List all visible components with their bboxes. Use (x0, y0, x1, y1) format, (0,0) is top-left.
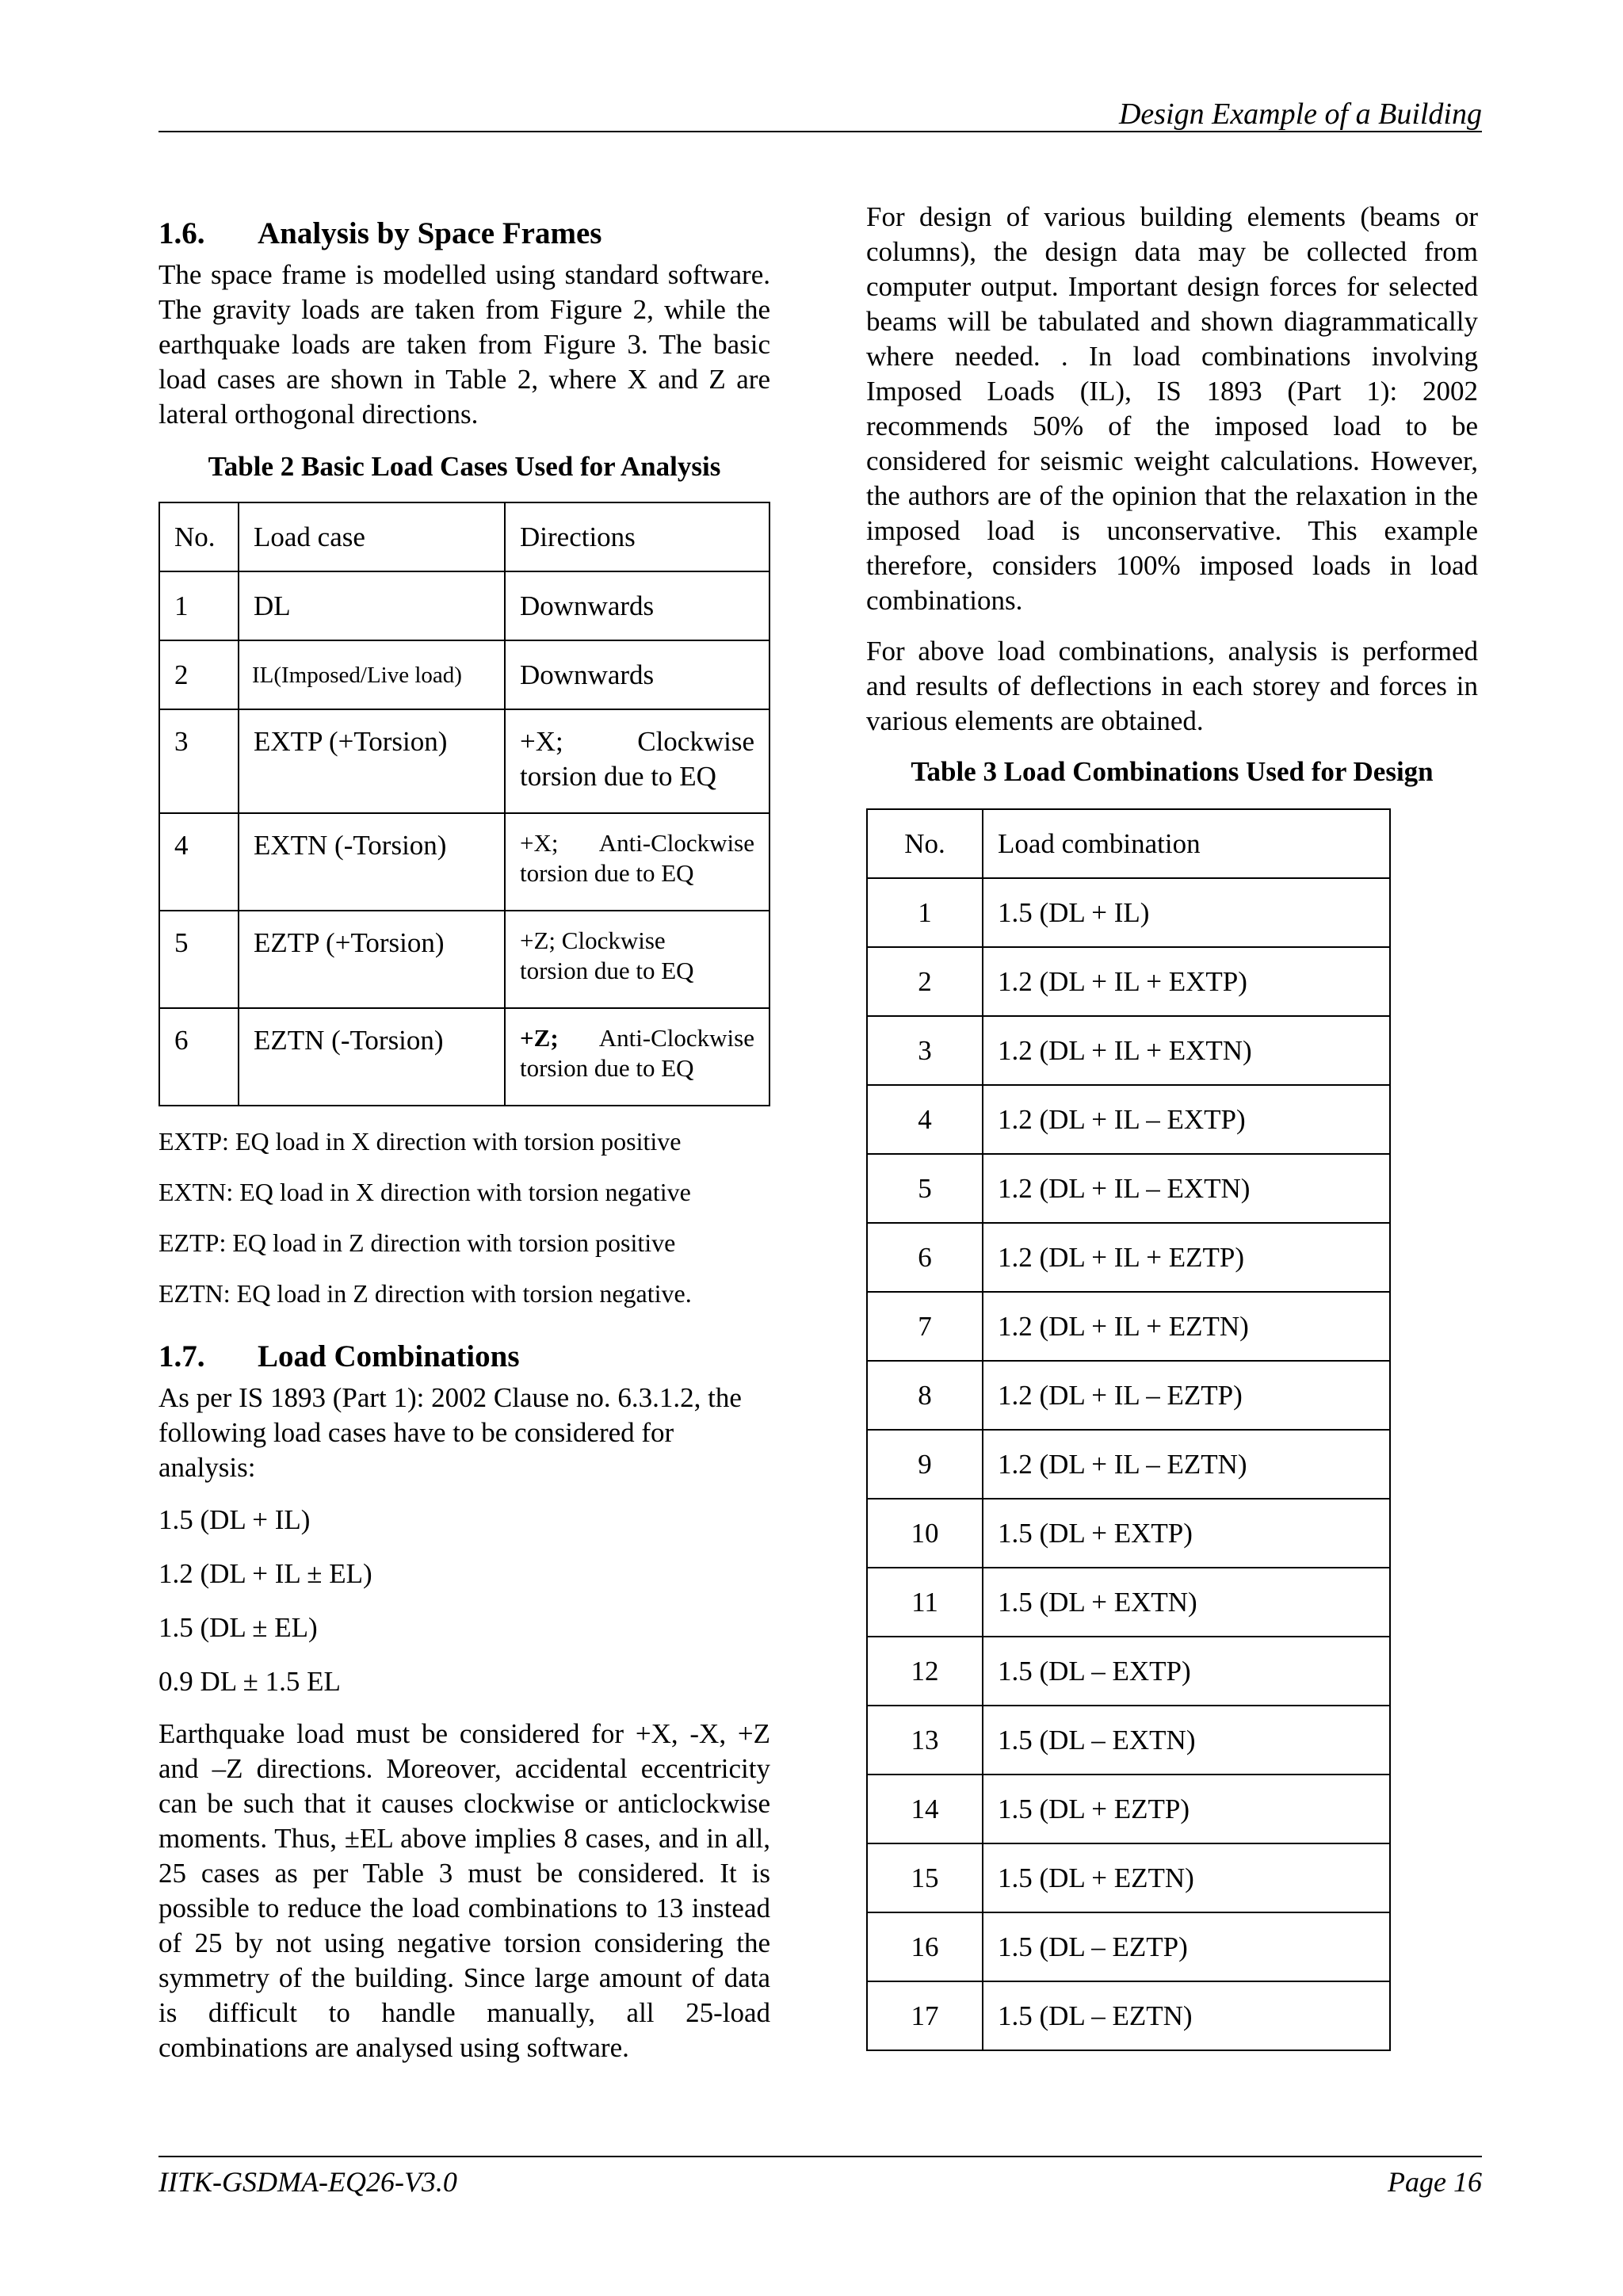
table-row (867, 1361, 1390, 1430)
running-header: Design Example of a Building (1118, 97, 1482, 131)
cell-no: 2 (867, 947, 983, 1016)
section-1-7-paragraph: Earthquake load must be considered for +X, -X, +Z and –Z directions. Moreover, accidental eccentricity can be such that it causes clockwise or anticlockwise moments. Thus, ±EL above implies 8 cases, and in all, 25 cases as per Table 3 must be considered. It is possible to reduce the load combinations to 13 instead of 25 by not using negative torsion considering the symmetry of the building. Since large amount of data is difficult to handle manually, all 25-load combinations are analysed using software. (158, 1718, 770, 2063)
direction-note: torsion due to EQ (520, 1054, 694, 1082)
cell-load-case: EXTP (+Torsion) (239, 709, 505, 813)
cell-no: 12 (867, 1637, 983, 1706)
cell-no: 1 (159, 571, 239, 640)
right-paragraph-1: For design of various building elements (beams or columns), the design data may be collected from computer output. Important design forces for selected beams will be tabulated and shown diagrammatically where needed. . In load combinations involving Imposed Loads (IL), IS 1893 (Part 1): 2002 recommends 50% of the imposed load to be considered for seismic weight calculations. However, the authors are of the opinion that the relaxation in the imposed load is unconservative. This example therefore, considers 100% imposed loads in load combinations. (866, 201, 1478, 616)
table-3 (866, 808, 1391, 2051)
section-title: Load Combinations (258, 1339, 520, 1373)
table-row (867, 1912, 1390, 1981)
table-row (867, 1085, 1390, 1154)
table-row (867, 947, 1390, 1016)
table-row (867, 1706, 1390, 1775)
direction-axis: +X; (520, 829, 559, 857)
table-row (159, 1008, 769, 1106)
page-number: Page 16 (1388, 2166, 1482, 2198)
table-row (867, 1775, 1390, 1843)
cell-load-combination: 1.5 (DL – EZTP) (983, 1912, 1390, 1981)
note-eztp: EZTP: EQ load in Z direction with torsion positive (158, 1228, 676, 1257)
section-heading-1-7 (158, 1333, 770, 1381)
direction-rotation: Anti-Clockwise (598, 829, 754, 857)
table-2 (158, 502, 770, 1106)
table-row (867, 1016, 1390, 1085)
cell-no: 8 (867, 1361, 983, 1430)
table-row (867, 1981, 1390, 2050)
section-1-6-paragraph: The space frame is modelled using standard software. The gravity loads are taken from Figure 2, while the earthquake loads are taken from Figure 3. The basic load cases are shown in Table 2, where X and Z are lateral orthogonal directions. (158, 259, 770, 430)
cell-load-combination: 1.2 (DL + IL – EZTP) (983, 1361, 1390, 1430)
note-extp: EXTP: EQ load in X direction with torsion positive (158, 1127, 682, 1156)
section-title: Analysis by Space Frames (258, 216, 602, 250)
combo-4: 0.9 DL ± 1.5 EL (158, 1666, 341, 1697)
cell-load-combination: 1.5 (DL + EZTN) (983, 1843, 1390, 1912)
table-row (867, 1568, 1390, 1637)
table-row (159, 571, 769, 640)
cell-no: 13 (867, 1706, 983, 1775)
combo-1: 1.5 (DL + IL) (158, 1504, 311, 1535)
section-number: 1.7. (158, 1339, 205, 1373)
table-row (867, 1843, 1390, 1912)
cell-no: 9 (867, 1430, 983, 1499)
table-row (867, 1499, 1390, 1568)
cell-direction: Downwards (505, 640, 769, 709)
header-cell-no: No. (867, 809, 983, 878)
combo-3: 1.5 (DL ± EL) (158, 1612, 318, 1643)
direction-axis: +Z; (520, 1024, 559, 1052)
table-3-caption: Table 3 Load Combinations Used for Design (911, 756, 1434, 787)
cell-load-case: IL(Imposed/Live load) (239, 640, 505, 709)
cell-load-combination: 1.5 (DL – EZTN) (983, 1981, 1390, 2050)
section-heading-1-6 (158, 210, 770, 258)
table-row (159, 502, 769, 571)
cell-load-combination: 1.2 (DL + IL – EXTN) (983, 1154, 1390, 1223)
cell-load-combination: 1.2 (DL + IL – EXTP) (983, 1085, 1390, 1154)
table-row (867, 1292, 1390, 1361)
section-number: 1.6. (158, 216, 205, 250)
cell-load-combination: 1.5 (DL – EXTP) (983, 1637, 1390, 1706)
header-cell-directions: Directions (505, 502, 769, 571)
cell-load-combination: 1.5 (DL + IL) (983, 878, 1390, 947)
section-1-7-intro: As per IS 1893 (Part 1): 2002 Clause no. 6.3.1.2, the following load cases have to be considered for analysis: (158, 1382, 742, 1483)
table-row (159, 813, 769, 911)
table-row (867, 809, 1390, 878)
table-2-notes (158, 1124, 770, 1311)
cell-no: 14 (867, 1775, 983, 1843)
cell-load-combination: 1.5 (DL + EXTN) (983, 1568, 1390, 1637)
header-cell-no: No. (159, 502, 239, 571)
footer-rule (158, 2156, 1482, 2157)
cell-no: 10 (867, 1499, 983, 1568)
cell-no: 3 (159, 709, 239, 813)
header-cell-load-combination: Load combination (983, 809, 1390, 878)
cell-no: 6 (159, 1008, 239, 1106)
table-2-caption: Table 2 Basic Load Cases Used for Analysis (208, 451, 721, 482)
cell-load-combination: 1.5 (DL + EZTP) (983, 1775, 1390, 1843)
right-column (866, 200, 1478, 2051)
cell-no: 15 (867, 1843, 983, 1912)
table-row (867, 1223, 1390, 1292)
cell-load-combination: 1.2 (DL + IL + EZTN) (983, 1292, 1390, 1361)
cell-no: 5 (867, 1154, 983, 1223)
table-row (867, 1154, 1390, 1223)
cell-no: 6 (867, 1223, 983, 1292)
cell-direction: Downwards (505, 571, 769, 640)
direction-note: torsion due to EQ (520, 957, 694, 984)
direction-axis: +X; (520, 726, 563, 757)
table-row (867, 878, 1390, 947)
cell-no: 3 (867, 1016, 983, 1085)
cell-direction (505, 1008, 769, 1106)
cell-load-combination: 1.5 (DL – EXTN) (983, 1706, 1390, 1775)
cell-no: 2 (159, 640, 239, 709)
right-paragraph-2: For above load combinations, analysis is performed and results of deflections in each storey and forces in various elements are obtained. (866, 636, 1478, 736)
cell-load-combination: 1.2 (DL + IL + EZTP) (983, 1223, 1390, 1292)
cell-direction (505, 813, 769, 911)
table-row (867, 1430, 1390, 1499)
cell-no: 1 (867, 878, 983, 947)
cell-load-case: EZTP (+Torsion) (239, 911, 505, 1008)
document-id: IITK-GSDMA-EQ26-V3.0 (158, 2166, 457, 2198)
header-rule (158, 131, 1482, 132)
direction-rotation: Clockwise (637, 726, 754, 757)
cell-direction (505, 911, 769, 1008)
cell-no: 4 (867, 1085, 983, 1154)
table-row (159, 911, 769, 1008)
direction-note: torsion due to EQ (520, 859, 694, 887)
note-extn: EXTN: EQ load in X direction with torsion negative (158, 1178, 691, 1206)
combo-2: 1.2 (DL + IL ± EL) (158, 1558, 372, 1589)
cell-load-case: DL (239, 571, 505, 640)
left-column (158, 210, 770, 2065)
note-eztn: EZTN: EQ load in Z direction with torsion negative. (158, 1279, 692, 1308)
cell-load-combination: 1.5 (DL + EXTP) (983, 1499, 1390, 1568)
cell-no: 11 (867, 1568, 983, 1637)
table-row (867, 1637, 1390, 1706)
cell-no: 16 (867, 1912, 983, 1981)
cell-direction (505, 709, 769, 813)
cell-load-case: EXTN (-Torsion) (239, 813, 505, 911)
table-row (159, 640, 769, 709)
cell-load-combination: 1.2 (DL + IL + EXTP) (983, 947, 1390, 1016)
cell-load-combination: 1.2 (DL + IL + EXTN) (983, 1016, 1390, 1085)
cell-load-case: EZTN (-Torsion) (239, 1008, 505, 1106)
header-cell-load-case: Load case (239, 502, 505, 571)
cell-no: 17 (867, 1981, 983, 2050)
cell-no: 4 (159, 813, 239, 911)
cell-load-combination: 1.2 (DL + IL – EZTN) (983, 1430, 1390, 1499)
table-row (159, 709, 769, 813)
direction-rotation: Anti-Clockwise (598, 1024, 754, 1052)
cell-no: 5 (159, 911, 239, 1008)
direction-axis: +Z; Clockwise (520, 926, 666, 954)
cell-no: 7 (867, 1292, 983, 1361)
direction-note: torsion due to EQ (520, 761, 716, 792)
